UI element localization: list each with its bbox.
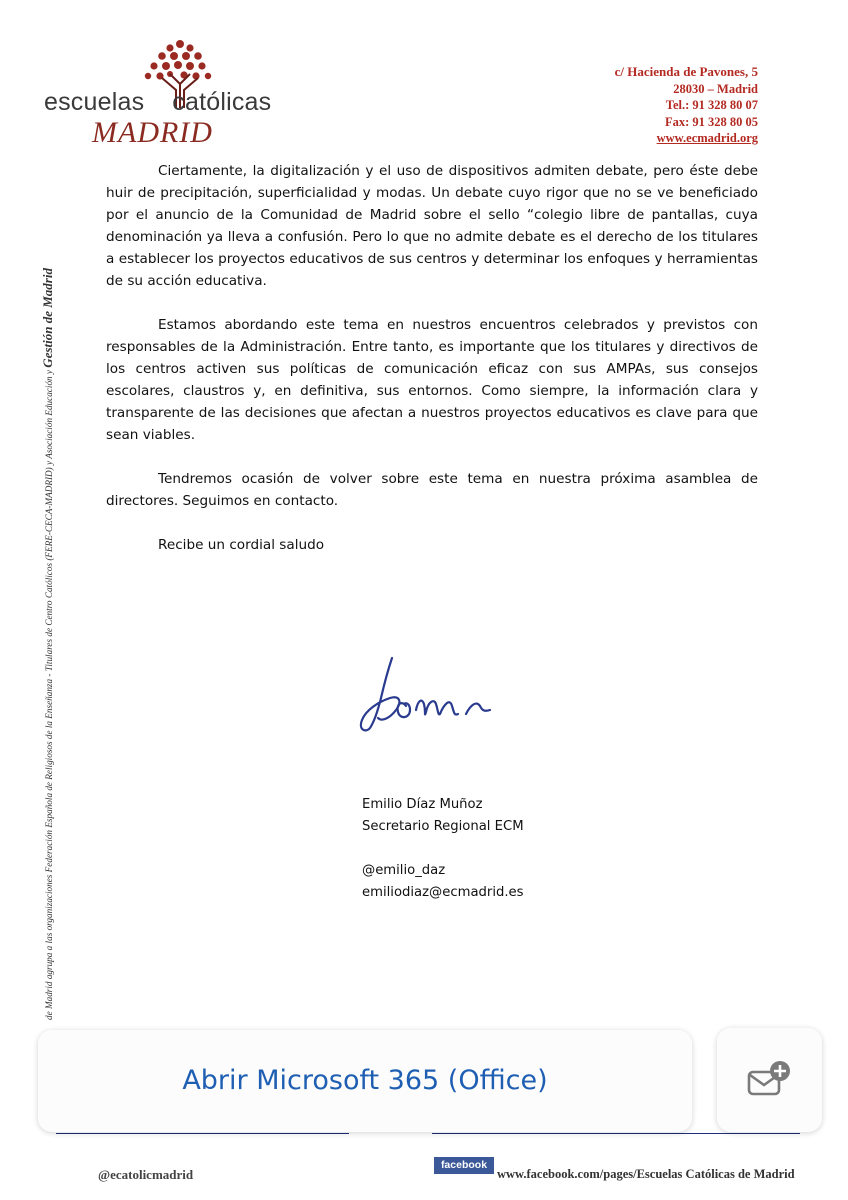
logo-word-catolicas: católicas (172, 88, 272, 116)
letter-paragraph: Tendremos ocasión de volver sobre este tema en nuestra próxima asamblea de directores. Seguimos en contacto. (106, 471, 758, 509)
letter-closing: Recibe un cordial saludo (158, 537, 325, 553)
side-note-text: de Madrid agrupa a las organizaciones Federación Española de Religiosos de la Enseñanza - Titulares de Centro Católicos (FERE-CECA-MADRID) y Asociación Educación y (44, 367, 54, 1020)
signer-block (362, 794, 524, 904)
handwritten-signature (348, 640, 528, 740)
address-website-link[interactable]: www.ecmadrid.org (656, 131, 758, 145)
facebook-badge-icon: facebook (434, 1157, 494, 1174)
open-in-office-button[interactable]: Abrir Microsoft 365 (Office) (182, 1065, 548, 1096)
address-phone: Tel.: 91 328 80 07 (665, 98, 758, 112)
footer-divider-right (432, 1133, 800, 1134)
logo-word-escuelas: escuelas (44, 88, 145, 116)
logo-city: MADRID (92, 116, 213, 149)
address-postal: 28030 – Madrid (673, 81, 758, 96)
footer-facebook-link[interactable]: www.facebook.com/pages/Escuelas Católicas de Madrid (497, 1167, 795, 1181)
address-street: c/ Hacienda de Pavones, 5 (614, 64, 758, 79)
address-fax: Fax: 91 328 80 05 (664, 114, 758, 129)
footer-divider-left (56, 1133, 349, 1134)
letter-body (106, 160, 758, 578)
signer-name: Emilio Díaz Muñoz (362, 797, 483, 812)
mail-plus-icon (747, 1060, 793, 1100)
letterhead-address (615, 64, 758, 147)
letter-paragraph: Ciertamente, la digitalización y el uso de dispositivos admiten debate, pero éste debe huir de precipitación, superficialidad y modas. Un debate cuyo rigor que no se ve beneficiado por el anuncio de la Comunidad de Madrid sobre el sello “colegio libre de pantallas, cuya denominación ya lleva a confusión. Pero lo que no admite debate es el derecho de los titulares a establecer los proyectos educativos de sus centros y determinar los enfoques y herramientas de su acción educativa. (106, 163, 758, 289)
signer-handle: @emilio_daz (362, 863, 446, 878)
signer-email-link[interactable]: emiliodiaz@ecmadrid.es (362, 885, 524, 900)
footer-twitter-handle[interactable]: @ecatolicmadrid (98, 1167, 194, 1182)
side-note-bold: Gestión de Madrid (40, 268, 55, 368)
escuelas-catolicas-logo (40, 36, 270, 156)
signer-role: Secretario Regional ECM (362, 819, 524, 834)
vertical-side-note (40, 250, 56, 1020)
logo-wordmark (44, 88, 271, 117)
add-to-mail-button[interactable] (717, 1028, 822, 1132)
letter-paragraph: Estamos abordando este tema en nuestros encuentros celebrados y previstos con responsables de la Administración. Entre tanto, es importante que los titulares y directivos de los centros activen sus políticas de comunicación eficaz con sus AMPAs, sus consejos escolares, claustros y, en definitiva, sus entornos. Como siempre, la información clara y transparente de las decisiones que afectan a nuestros proyectos educativos es clave para que sean viables. (106, 317, 758, 443)
open-in-office-banner[interactable] (38, 1030, 692, 1132)
